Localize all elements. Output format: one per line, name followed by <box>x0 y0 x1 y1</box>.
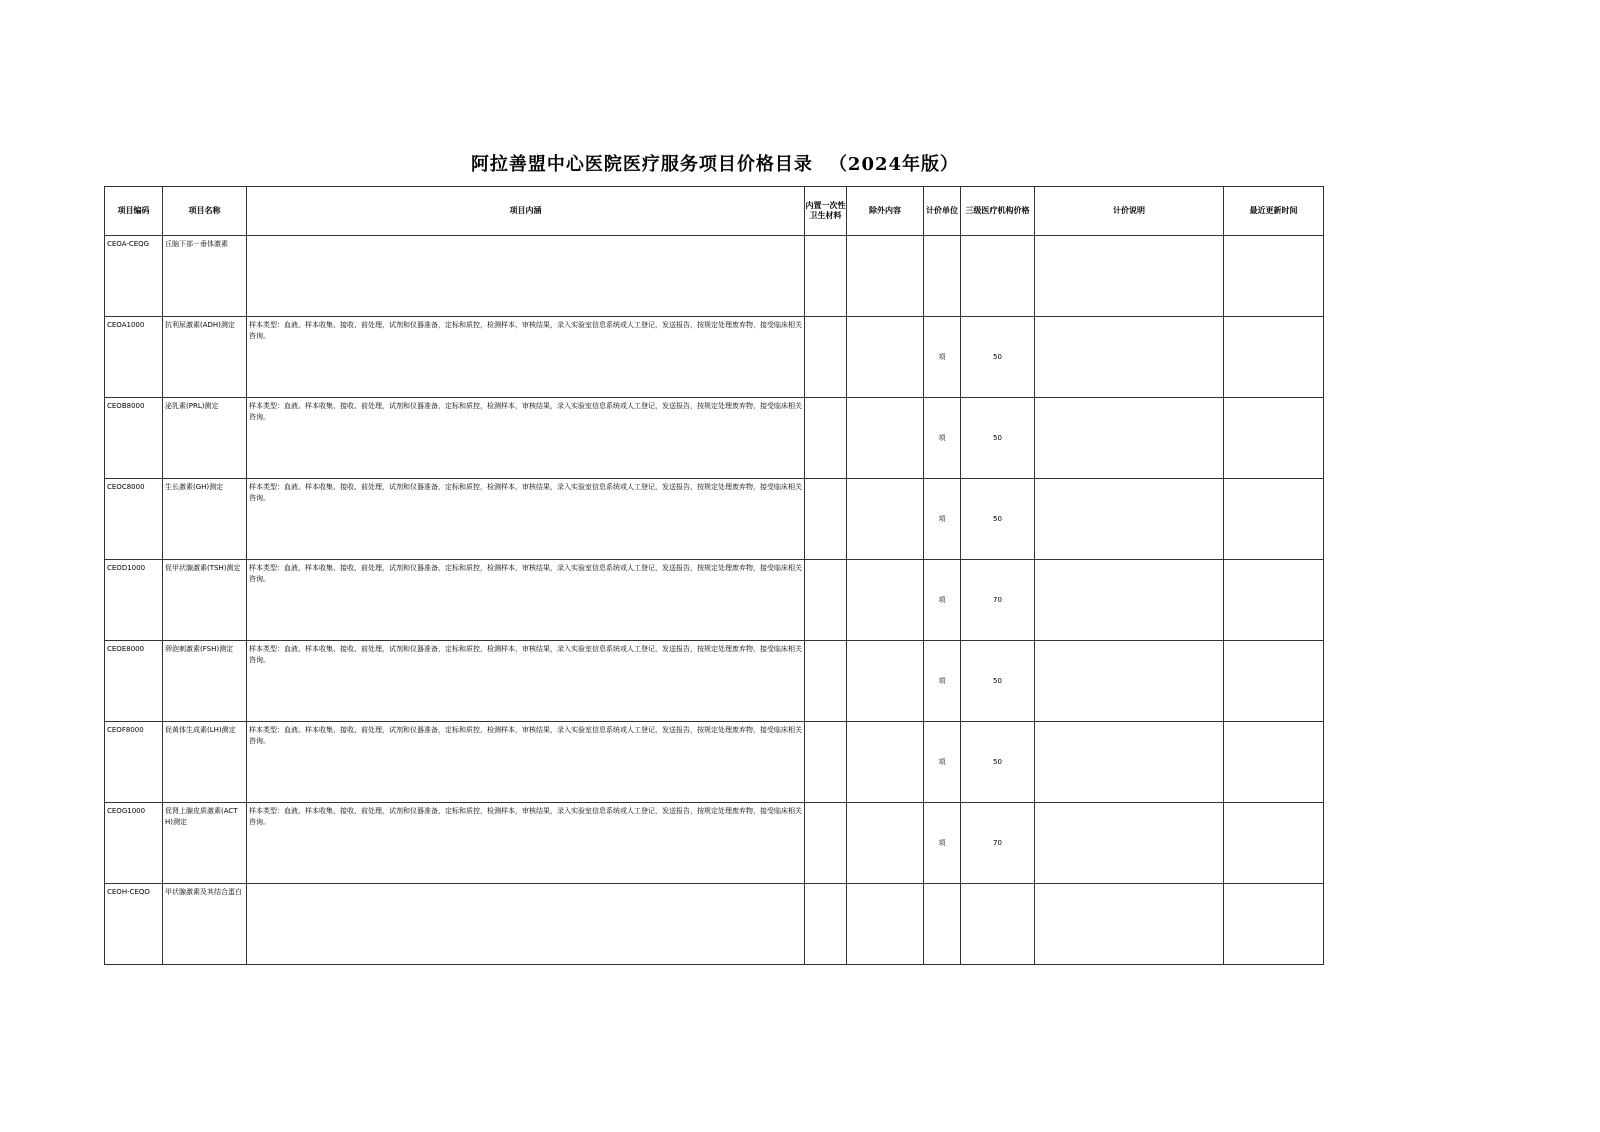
pricing-note-cell <box>1035 236 1224 317</box>
last-updated-cell <box>1224 641 1324 722</box>
pricing-note-cell <box>1035 317 1224 398</box>
item-name-cell-text: 泌乳素(PRL)测定 <box>165 402 219 410</box>
disposable-material-cell <box>805 560 847 641</box>
exclusions-cell <box>847 317 924 398</box>
page-title <box>0 150 1430 176</box>
unit-cell <box>924 398 961 479</box>
unit-cell <box>924 884 961 965</box>
table-row <box>105 398 1324 479</box>
disposable-material-cell <box>805 398 847 479</box>
table-row <box>105 560 1324 641</box>
unit-cell-text: 项 <box>938 595 946 604</box>
disposable-material-cell <box>805 722 847 803</box>
item-name-cell <box>163 560 247 641</box>
pricing-note-cell <box>1035 803 1224 884</box>
price-cell-text: 50 <box>993 352 1002 361</box>
last-updated-cell <box>1224 317 1324 398</box>
item-name-cell <box>163 641 247 722</box>
item-code-cell <box>105 317 163 398</box>
table-body <box>105 236 1324 965</box>
item-code-cell-text: CEOD1000 <box>107 564 146 572</box>
pricing-note-cell <box>1035 398 1224 479</box>
item-name-cell-text: 抗利尿激素(ADH)测定 <box>165 321 235 329</box>
header-name: 项目名称 <box>163 187 247 236</box>
price-cell-text: 50 <box>993 757 1002 766</box>
document-title: 阿拉善盟中心医院医疗服务项目价格目录 <box>470 154 813 175</box>
header-last-updated: 最近更新时间 <box>1224 187 1324 236</box>
header-exclusions: 除外内容 <box>847 187 924 236</box>
price-cell <box>961 236 1035 317</box>
item-name-cell <box>163 803 247 884</box>
pricing-note-cell <box>1035 884 1224 965</box>
header-content: 项目内涵 <box>247 187 805 236</box>
disposable-material-cell <box>805 317 847 398</box>
table-row <box>105 884 1324 965</box>
unit-cell-text: 项 <box>938 433 946 442</box>
last-updated-cell <box>1224 803 1324 884</box>
table-row <box>105 722 1324 803</box>
price-cell-text: 50 <box>993 514 1002 523</box>
item-name-cell <box>163 722 247 803</box>
last-updated-cell <box>1224 884 1324 965</box>
unit-cell <box>924 317 961 398</box>
item-content-cell-text: 样本类型：血液。样本收集、接收、前处理，试剂和仪器准备，定标和质控，检测样本，审核结果，录入实验室信息系统或人工登记，发送报告，按规定处理废弃物，接受临床相关咨询。 <box>249 564 802 583</box>
last-updated-cell <box>1224 722 1324 803</box>
item-code-cell-text: CEOA-CEQG <box>107 240 150 248</box>
price-cell <box>961 722 1035 803</box>
price-cell <box>961 641 1035 722</box>
unit-cell-text: 项 <box>938 757 946 766</box>
item-code-cell-text: CEOG1000 <box>107 807 146 815</box>
table-row <box>105 479 1324 560</box>
last-updated-cell <box>1224 479 1324 560</box>
pricing-note-cell <box>1035 479 1224 560</box>
item-name-cell-text: 促甲状腺激素(TSH)测定 <box>165 564 241 572</box>
item-content-cell-text: 样本类型：血液。样本收集、接收、前处理，试剂和仪器准备，定标和质控，检测样本，审核结果，录入实验室信息系统或人工登记，发送报告，按规定处理废弃物，接受临床相关咨询。 <box>249 402 802 421</box>
item-content-cell-text: 样本类型：血液。样本收集、接收、前处理，试剂和仪器准备，定标和质控，检测样本，审核结果，录入实验室信息系统或人工登记，发送报告，按规定处理废弃物，接受临床相关咨询。 <box>249 483 802 502</box>
item-code-cell-text: CEOH-CEQO <box>107 888 150 896</box>
pricing-note-cell <box>1035 641 1224 722</box>
item-name-cell <box>163 236 247 317</box>
item-content-cell <box>247 560 805 641</box>
unit-cell-text: 项 <box>938 352 946 361</box>
unit-cell-text: 项 <box>938 838 946 847</box>
item-name-cell <box>163 479 247 560</box>
header-code: 项目编码 <box>105 187 163 236</box>
disposable-material-cell <box>805 803 847 884</box>
item-name-cell-text: 甲状腺激素及其结合蛋白 <box>165 888 242 896</box>
item-content-cell <box>247 479 805 560</box>
item-code-cell <box>105 803 163 884</box>
unit-cell <box>924 722 961 803</box>
item-code-cell-text: CEOA1000 <box>107 321 145 329</box>
header-unit: 计价单位 <box>924 187 961 236</box>
table-row <box>105 803 1324 884</box>
disposable-material-cell <box>805 641 847 722</box>
price-cell <box>961 803 1035 884</box>
item-content-cell <box>247 722 805 803</box>
pricing-note-cell <box>1035 722 1224 803</box>
unit-cell <box>924 560 961 641</box>
disposable-material-cell <box>805 884 847 965</box>
item-name-cell-text: 生长激素(GH)测定 <box>165 483 224 491</box>
item-code-cell-text: CEOE8000 <box>107 645 145 653</box>
item-code-cell <box>105 722 163 803</box>
exclusions-cell <box>847 722 924 803</box>
unit-cell-text: 项 <box>938 514 946 523</box>
item-name-cell <box>163 398 247 479</box>
item-code-cell <box>105 884 163 965</box>
document-edition: （2024年版） <box>828 154 960 175</box>
item-content-cell-text: 样本类型：血液。样本收集、接收、前处理，试剂和仪器准备，定标和质控，检测样本，审核结果，录入实验室信息系统或人工登记，发送报告，按规定处理废弃物，接受临床相关咨询。 <box>249 807 802 826</box>
price-cell <box>961 884 1035 965</box>
header-price-tier3: 三级医疗机构价格 <box>961 187 1035 236</box>
item-name-cell <box>163 317 247 398</box>
item-code-cell <box>105 641 163 722</box>
price-cell <box>961 398 1035 479</box>
price-cell-text: 50 <box>993 433 1002 442</box>
item-name-cell-text: 促黄体生成素(LH)测定 <box>165 726 236 734</box>
price-cell <box>961 479 1035 560</box>
table-row <box>105 641 1324 722</box>
last-updated-cell <box>1224 398 1324 479</box>
item-code-cell <box>105 236 163 317</box>
unit-cell <box>924 479 961 560</box>
unit-cell <box>924 803 961 884</box>
header-disposable-material: 内置一次性卫生材料 <box>805 187 847 236</box>
item-content-cell-text: 样本类型：血液。样本收集、接收、前处理，试剂和仪器准备，定标和质控，检测样本，审核结果，录入实验室信息系统或人工登记，发送报告，按规定处理废弃物，接受临床相关咨询。 <box>249 321 802 340</box>
item-content-cell <box>247 317 805 398</box>
item-name-cell-text: 丘脑下部－垂体激素 <box>165 240 228 248</box>
last-updated-cell <box>1224 236 1324 317</box>
exclusions-cell <box>847 560 924 641</box>
unit-cell-text: 项 <box>938 676 946 685</box>
unit-cell <box>924 641 961 722</box>
table-row <box>105 236 1324 317</box>
item-content-cell <box>247 236 805 317</box>
price-cell-text: 50 <box>993 676 1002 685</box>
unit-cell <box>924 236 961 317</box>
item-content-cell-text: 样本类型：血液。样本收集、接收、前处理，试剂和仪器准备，定标和质控，检测样本，审核结果，录入实验室信息系统或人工登记，发送报告，按规定处理废弃物，接受临床相关咨询。 <box>249 726 802 745</box>
last-updated-cell <box>1224 560 1324 641</box>
item-code-cell <box>105 560 163 641</box>
item-code-cell <box>105 398 163 479</box>
exclusions-cell <box>847 803 924 884</box>
price-cell <box>961 560 1035 641</box>
price-cell-text: 70 <box>993 595 1002 604</box>
item-content-cell <box>247 641 805 722</box>
item-content-cell-text: 样本类型：血液。样本收集、接收、前处理，试剂和仪器准备，定标和质控，检测样本，审核结果，录入实验室信息系统或人工登记，发送报告，按规定处理废弃物，接受临床相关咨询。 <box>249 645 802 664</box>
price-cell-text: 70 <box>993 838 1002 847</box>
item-name-cell <box>163 884 247 965</box>
item-code-cell-text: CEOB8000 <box>107 402 145 410</box>
item-code-cell-text: CEOF8000 <box>107 726 144 734</box>
item-content-cell <box>247 884 805 965</box>
header-pricing-note: 计价说明 <box>1035 187 1224 236</box>
exclusions-cell <box>847 236 924 317</box>
pricing-note-cell <box>1035 560 1224 641</box>
item-content-cell <box>247 803 805 884</box>
disposable-material-cell <box>805 479 847 560</box>
price-catalog-table <box>104 186 1324 965</box>
table-row <box>105 317 1324 398</box>
exclusions-cell <box>847 884 924 965</box>
item-name-cell-text: 卵泡刺激素(FSH)测定 <box>165 645 234 653</box>
exclusions-cell <box>847 641 924 722</box>
price-cell <box>961 317 1035 398</box>
exclusions-cell <box>847 398 924 479</box>
disposable-material-cell <box>805 236 847 317</box>
table-header-row <box>105 187 1324 236</box>
item-code-cell-text: CEOC8000 <box>107 483 145 491</box>
exclusions-cell <box>847 479 924 560</box>
item-code-cell <box>105 479 163 560</box>
item-name-cell-text: 促肾上腺皮质激素(ACTH)测定 <box>165 807 238 826</box>
item-content-cell <box>247 398 805 479</box>
